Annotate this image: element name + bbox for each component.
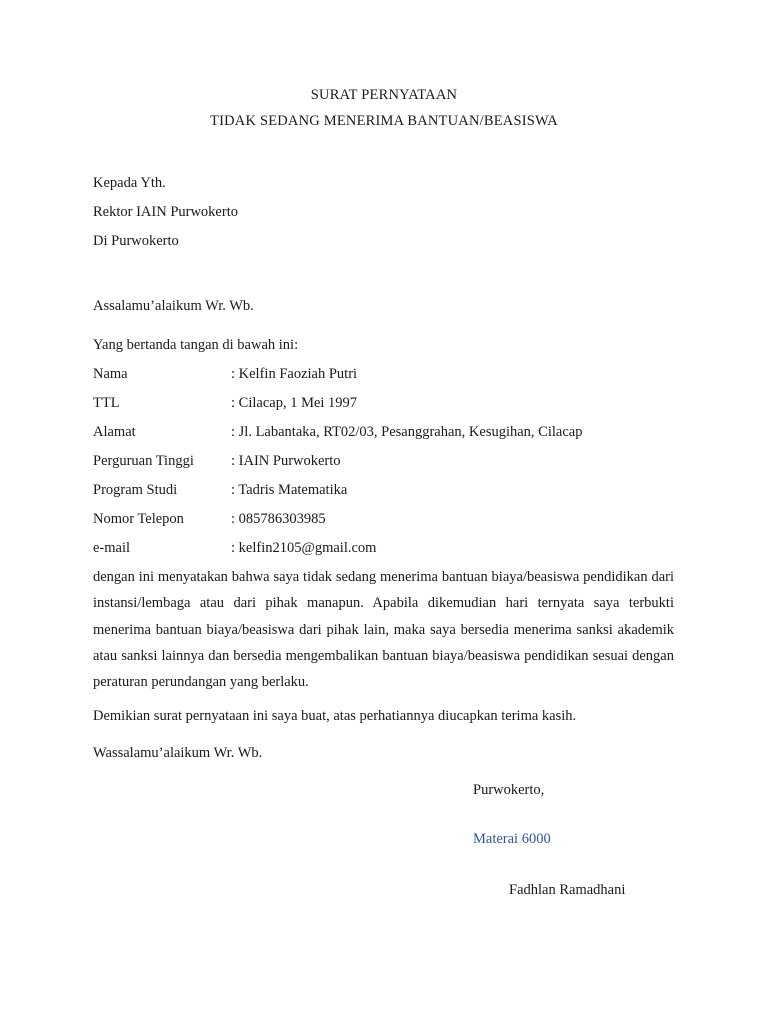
field-value-ttl: : Cilacap, 1 Mei 1997 [231,395,358,411]
letter-subtitle: TIDAK SEDANG MENERIMA BANTUAN/BEASISWA [210,113,558,129]
letter-title: SURAT PERNYATAAN [310,87,458,103]
field-label-alamat: Alamat [93,424,136,440]
field-label-nomor-telepon: Nomor Telepon [93,511,184,527]
field-label-ttl: TTL [93,395,120,411]
field-value-email: : kelfin2105@gmail.com [231,540,377,556]
field-value-alamat: : Jl. Labantaka, RT02/03, Pesanggrahan, Kesugihan, Cilacap [231,424,583,440]
recipient-line-1: Kepada Yth. [93,175,166,191]
opening-greeting: Assalamu’alaikum Wr. Wb. [93,298,254,314]
statement-paragraph: dengan ini menyatakan bahwa saya tidak sedang menerima bantuan biaya/beasiswa pendidikan dari instansi/lembaga atau dari pihak manapun. Apabila dikemudian hari ternyata saya terbukti menerima bantuan biaya/beasiswa dari pihak lain, maka saya bersedia menerima sanksi akademik atau sanksi lainnya dan bersedia mengembalikan bantuan biaya/beasiswa pendidikan sesuai dengan peraturan perundangan yang berlaku. [93,569,674,691]
field-label-perguruan-tinggi: Perguruan Tinggi [93,453,194,469]
signature-place: Purwokerto, [473,782,545,798]
field-value-nama: : Kelfin Faoziah Putri [231,366,358,382]
recipient-line-3: Di Purwokerto [93,233,179,249]
recipient-line-2: Rektor IAIN Purwokerto [93,204,238,220]
field-label-nama: Nama [93,366,128,382]
closing-sentence: Demikian surat pernyataan ini saya buat, atas perhatiannya diucapkan terima kasih. [93,708,577,724]
field-value-nomor-telepon: : 085786303985 [231,511,326,527]
field-value-program-studi: : Tadris Matematika [231,482,348,498]
field-label-program-studi: Program Studi [93,482,178,498]
signatory-name: Fadhlan Ramadhani [509,882,626,898]
stamp-placeholder: Materai 6000 [473,831,551,847]
field-label-email: e-mail [93,540,131,556]
closing-greeting: Wassalamu’alaikum Wr. Wb. [93,745,263,761]
intro-text: Yang bertanda tangan di bawah ini: [93,337,299,353]
field-value-perguruan-tinggi: : IAIN Purwokerto [231,453,341,469]
